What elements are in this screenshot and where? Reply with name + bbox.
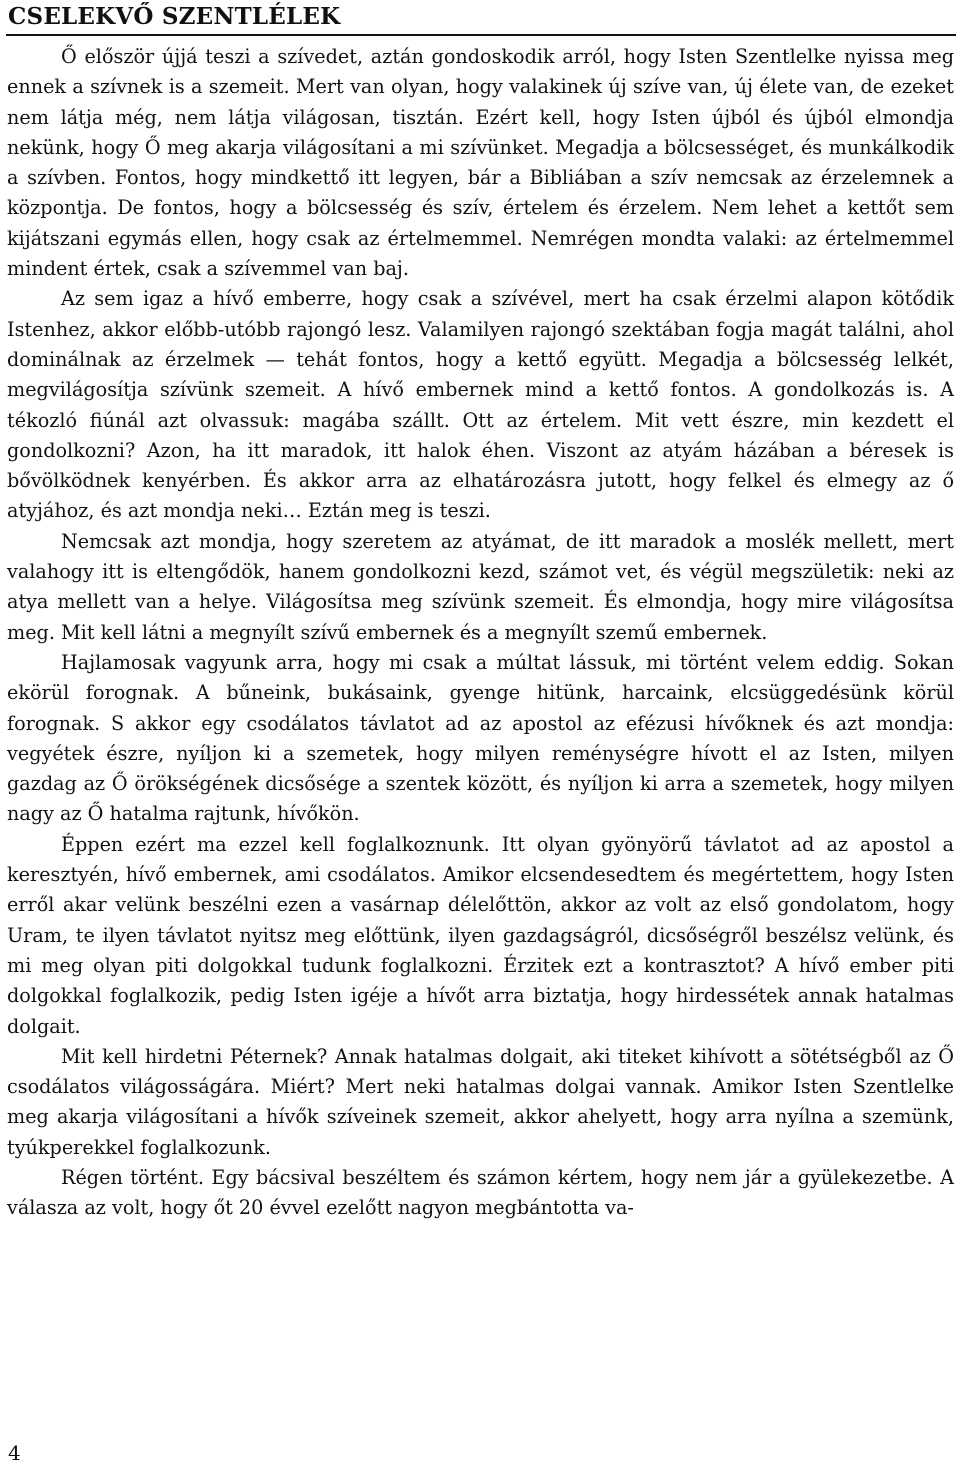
paragraph: Az sem igaz a hívő emberre, hogy csak a szívével, mert ha csak érzelmi alapon kötődik Istenhez, akkor előbb-utóbb rajongó lesz. Valamilyen rajongó szektában fogja magát találni, ahol dominálnak az érzelmek — tehát fontos, hogy a kettő együtt. Megadja a bölcsesség lelkét, megvilágosítja szívünk szemeit. A hívő embernek mind a kettő fontos. A gondolkozás is. A tékozló fiúnál azt olvassuk: magába szállt. Ott az értelem. Mit vett észre, min kezdett el gondolkozni? Azon, ha itt maradok, itt halok éhen. Viszont az atyám házában a béresek is bővölködnek kenyérben. És akkor arra az elhatározásra jutott, hogy felkel és elmegy az ő atyjához, és azt mondja neki… Eztán meg is teszi. (7, 287, 954, 523)
paragraph: Éppen ezért ma ezzel kell foglalkoznunk. Itt olyan gyönyörű távlatot ad az apostol a keresztyén, hívő embernek, ami csodálatos. Amikor elcsendesedtem és megértettem, hogy Isten erről akar velünk beszélni ezen a vasárnap délelőttön, akkor az volt az első gondolatom, hogy Uram, te ilyen távlatot nyitsz meg előttünk, ilyen gazdagságról, dicsőségről beszélsz velünk, és mi meg olyan piti dolgokkal tudunk foglalkozni. Érzitek ezt a kontrasztot? A hívő ember piti dolgokkal foglalkozik, pedig Isten igéje a hívőt arra biztatja, hogy hirdessétek annak hatalmas dolgait. (7, 832, 954, 1038)
paragraph: Régen történt. Egy bácsival beszéltem és számon kértem, hogy nem jár a gyülekezetbe. A válasza az volt, hogy őt 20 évvel ezelőtt nagyon megbántotta va- (7, 1165, 954, 1220)
page-title: CSELEKVŐ SZENTLÉLEK (8, 3, 341, 30)
paragraph: Nemcsak azt mondja, hogy szeretem az atyámat, de itt maradok a moslék mellett, mert valahogy itt is eltengődök, hanem gondolkozni kezd, számot vet, és végül megszületik: neki az atya mellett van a helye. Világosítsa meg szívünk szemeit. És elmondja, hogy mire világosítsa meg. Mit kell látni a megnyílt szívű embernek és a megnyílt szemű embernek. (7, 529, 954, 644)
paragraph: Mit kell hirdetni Péternek? Annak hatalmas dolgait, aki titeket kihívott a sötétségből az Ő csodálatos világosságára. Miért? Mert neki hatalmas dolgai vannak. Amikor Isten Szentlelke meg akarja világosítani a hívők szíveinek szemeit, akkor ahelyett, hogy arra nyílna a szemünk, tyúkperekkel foglalkozunk. (7, 1044, 954, 1159)
paragraph: Ő először újjá teszi a szívedet, aztán gondoskodik arról, hogy Isten Szentlelke nyissa meg ennek a szívnek is a szemeit. Mert van olyan, hogy valakinek új szíve van, új élete van, de ezeket nem látja még, nem látja világosan, tisztán. Ezért kell, hogy Isten újból és újból elmondja nekünk, hogy Ő meg akarja világosítani a mi szívünket. Megadja a bölcsességet, és munkálkodik a szívben. Fontos, hogy mindkettő itt legyen, bár a Bibliában a szív nemcsak az érzelemnek a központja. De fontos, hogy a bölcsesség és szív, értelem és érzelem. Nem lehet a kettőt sem kijátszani egymás ellen, hogy csak az értelmemmel. Nemrégen mondta valaki: az értelmemmel mindent értek, csak a szívemmel van baj. (7, 45, 954, 281)
running-header (6, 0, 956, 36)
paragraph: Hajlamosak vagyunk arra, hogy mi csak a múltat lássuk, mi történt velem eddig. Sokan ekörül forognak. A bűneink, bukásaink, gyenge hitünk, harcaink, elcsüggedésünk körül forognak. S akkor egy csodálatos távlatot ad az apostol az efézusi hívőknek és azt mondja: vegyétek észre, nyíljon ki a szemetek, hogy milyen reménységre hívott el az Isten, milyen gazdag az Ő örökségének dicsősége a szentek között, és nyíljon ki arra a szemetek, hogy milyen nagy az Ő hatalma rajtunk, hívőkön. (7, 650, 954, 826)
page-number: 4 (8, 1441, 21, 1465)
main-text (7, 42, 954, 1224)
